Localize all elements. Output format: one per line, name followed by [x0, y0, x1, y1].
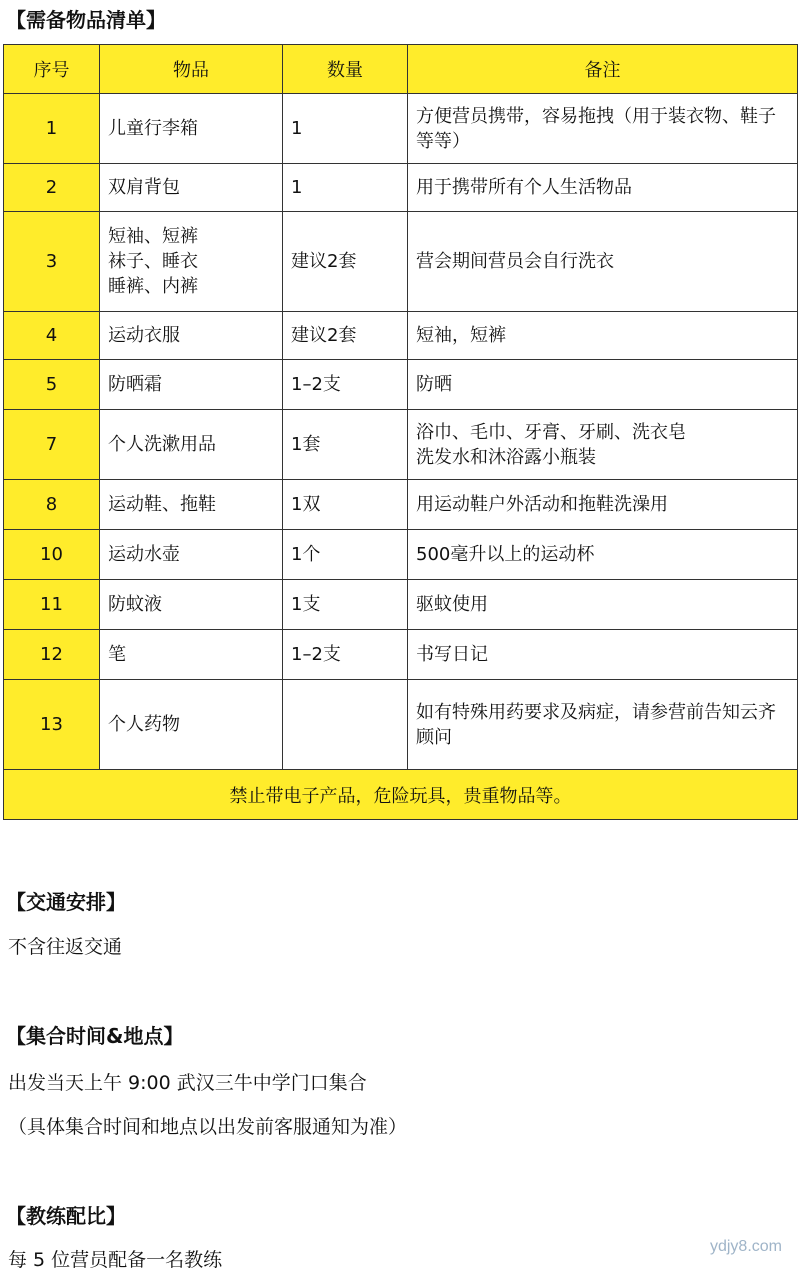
- table-body: [4, 94, 798, 770]
- row-number: 3: [4, 212, 100, 312]
- table-row: [4, 312, 798, 360]
- header-quantity: 数量: [283, 45, 408, 94]
- row-quantity: 1套: [283, 410, 408, 480]
- meeting-time-place: 出发当天上午 9:00 武汉三牛中学门口集合: [8, 1072, 367, 1094]
- row-note: 短袖，短裤: [408, 312, 798, 360]
- table-row: [4, 360, 798, 410]
- row-quantity: 1–2支: [283, 630, 408, 680]
- table-row: [4, 212, 798, 312]
- row-number: 7: [4, 410, 100, 480]
- transport-text: 不含往返交通: [8, 936, 123, 958]
- row-number: 13: [4, 680, 100, 770]
- row-number: 1: [4, 94, 100, 164]
- coach-section-title: 【教练配比】: [6, 1204, 126, 1228]
- meeting-section-title: 【集合时间&地点】: [6, 1024, 184, 1048]
- row-note: 营会期间营员会自行洗衣: [408, 212, 798, 312]
- row-quantity: 1: [283, 94, 408, 164]
- table-footer-note: 禁止带电子产品，危险玩具，贵重物品等。: [4, 770, 798, 820]
- row-quantity: 建议2套: [283, 212, 408, 312]
- row-number: 4: [4, 312, 100, 360]
- table-row: [4, 630, 798, 680]
- row-item: 防晒霜: [100, 360, 283, 410]
- row-number: 8: [4, 480, 100, 530]
- row-item: 运动水壶: [100, 530, 283, 580]
- row-quantity: 1双: [283, 480, 408, 530]
- row-item: 运动鞋、拖鞋: [100, 480, 283, 530]
- table-row: [4, 530, 798, 580]
- row-note: 500毫升以上的运动杯: [408, 530, 798, 580]
- supplies-table-container: [3, 44, 797, 820]
- coach-ratio-text: 每 5 位营员配备一名教练: [8, 1249, 223, 1271]
- supplies-section-title: 【需备物品清单】: [6, 8, 166, 32]
- row-note: 用运动鞋户外活动和拖鞋洗澡用: [408, 480, 798, 530]
- table-row: [4, 94, 798, 164]
- row-note: 驱蚊使用: [408, 580, 798, 630]
- row-item: 笔: [100, 630, 283, 680]
- table-row: [4, 680, 798, 770]
- row-item: 个人洗漱用品: [100, 410, 283, 480]
- table-footer-row: [4, 770, 798, 820]
- row-number: 12: [4, 630, 100, 680]
- transport-section-title: 【交通安排】: [6, 890, 126, 914]
- row-item: 短袖、短裤 袜子、睡衣 睡裤、内裤: [100, 212, 283, 312]
- row-item: 防蚊液: [100, 580, 283, 630]
- table-header-row: [4, 45, 798, 94]
- row-note: 方便营员携带，容易拖拽（用于装衣物、鞋子等等）: [408, 94, 798, 164]
- meeting-note: （具体集合时间和地点以出发前客服通知为准）: [8, 1116, 408, 1138]
- row-number: 11: [4, 580, 100, 630]
- row-item: 儿童行李箱: [100, 94, 283, 164]
- watermark: ydjy8.com: [709, 1238, 782, 1255]
- row-number: 2: [4, 164, 100, 212]
- row-quantity: 1个: [283, 530, 408, 580]
- header-number: 序号: [4, 45, 100, 94]
- row-quantity: 1支: [283, 580, 408, 630]
- row-number: 10: [4, 530, 100, 580]
- row-note: 用于携带所有个人生活物品: [408, 164, 798, 212]
- row-note: 防晒: [408, 360, 798, 410]
- row-item: 运动衣服: [100, 312, 283, 360]
- row-item: 双肩背包: [100, 164, 283, 212]
- row-item: 个人药物: [100, 680, 283, 770]
- table-row: [4, 410, 798, 480]
- table-row: [4, 580, 798, 630]
- row-quantity: 1: [283, 164, 408, 212]
- header-item: 物品: [100, 45, 283, 94]
- row-quantity: 建议2套: [283, 312, 408, 360]
- row-quantity: 1–2支: [283, 360, 408, 410]
- row-note: 书写日记: [408, 630, 798, 680]
- table-row: [4, 164, 798, 212]
- row-note: 如有特殊用药要求及病症，请参营前告知云齐顾问: [408, 680, 798, 770]
- header-note: 备注: [408, 45, 798, 94]
- row-number: 5: [4, 360, 100, 410]
- supplies-table: [3, 44, 798, 820]
- row-note: 浴巾、毛巾、牙膏、牙刷、洗衣皂 洗发水和沐浴露小瓶装: [408, 410, 798, 480]
- row-quantity: [283, 680, 408, 770]
- table-row: [4, 480, 798, 530]
